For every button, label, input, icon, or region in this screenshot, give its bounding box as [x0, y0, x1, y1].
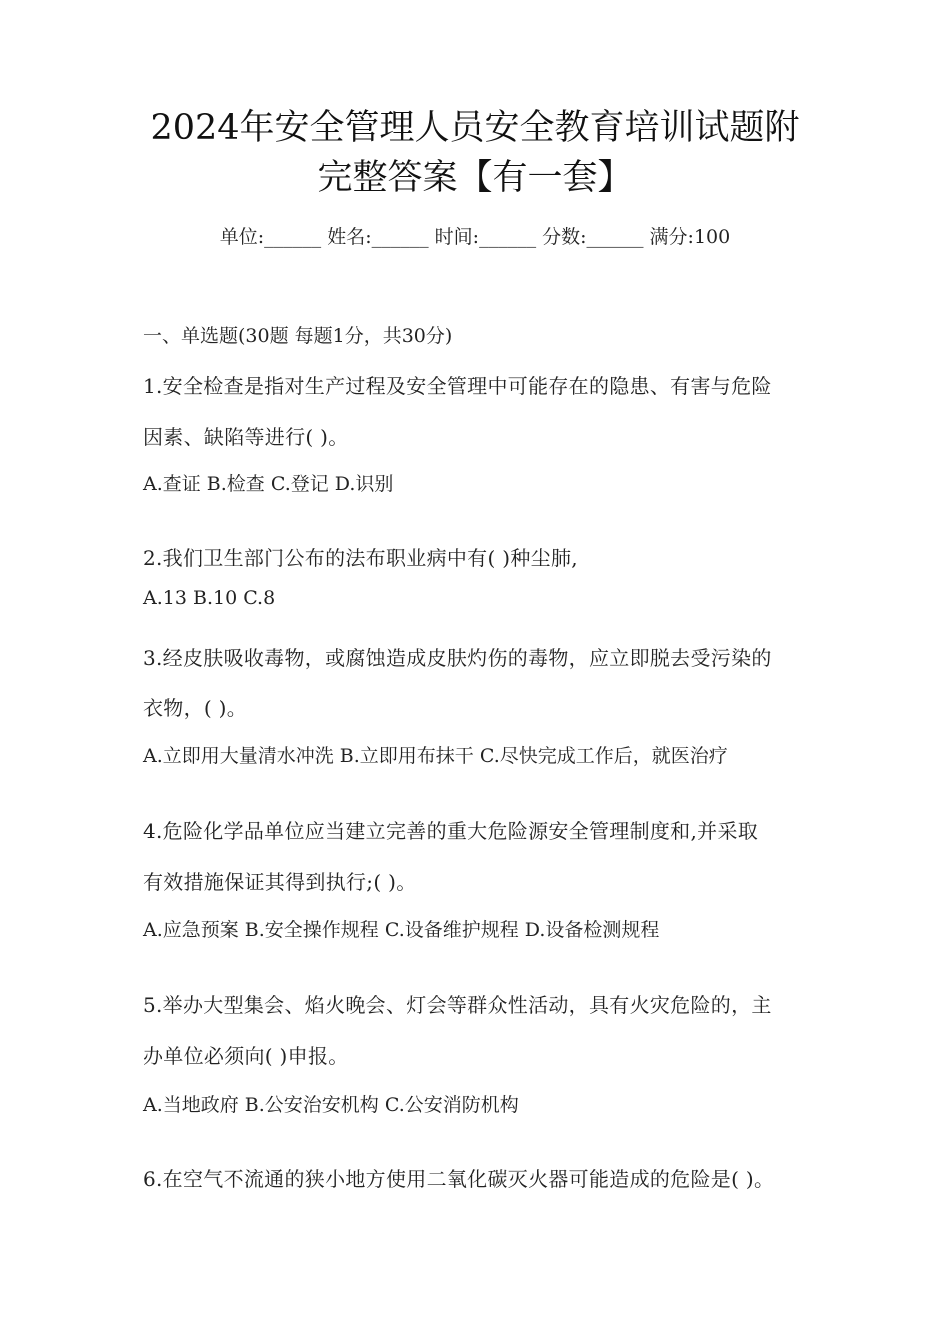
question-4-line-2: 有效措施保证其得到执行;( )。	[143, 870, 417, 894]
question-1-line-2: 因素、缺陷等进行( )。	[143, 425, 349, 449]
question-4-line-1: 4.危险化学品单位应当建立完善的重大危险源安全管理制度和,并采取	[143, 819, 759, 843]
question-3-options: A.立即用大量清水冲洗 B.立即用布抹干 C.尽快完成工作后，就医治疗	[143, 745, 728, 767]
question-2-options: A.13 B.10 C.8	[143, 587, 276, 609]
question-3-line-1: 3.经皮肤吸收毒物，或腐蚀造成皮肤灼伤的毒物，应立即脱去受污染的	[143, 646, 772, 670]
question-2-line-1: 2.我们卫生部门公布的法布职业病中有( )种尘肺,	[143, 546, 578, 570]
question-5-options: A.当地政府 B.公安治安机构 C.公安消防机构	[143, 1094, 519, 1116]
question-4-options: A.应急预案 B.安全操作规程 C.设备维护规程 D.设备检测规程	[143, 919, 660, 941]
document-title-line-1: 2024年安全管理人员安全教育培训试题附	[150, 108, 800, 148]
question-6-line-1: 6.在空气不流通的狭小地方使用二氧化碳灭火器可能造成的危险是( )。	[143, 1167, 775, 1191]
question-5-line-1: 5.举办大型集会、焰火晚会、灯会等群众性活动，具有火灾危险的，主	[143, 993, 772, 1017]
question-3-line-2: 衣物，( )。	[143, 696, 248, 720]
exam-info-line: 单位:______ 姓名:______ 时间:______ 分数:______ 满分:100	[219, 226, 731, 248]
section-heading: 一、单选题(30题 每题1分，共30分)	[143, 325, 453, 347]
question-5-line-2: 办单位必须向( )申报。	[143, 1044, 349, 1068]
question-1-options: A.查证 B.检查 C.登记 D.识别	[143, 473, 394, 495]
document-title-line-2: 完整答案【有一套】	[317, 158, 633, 198]
question-1-line-1: 1.安全检查是指对生产过程及安全管理中可能存在的隐患、有害与危险	[143, 374, 772, 398]
